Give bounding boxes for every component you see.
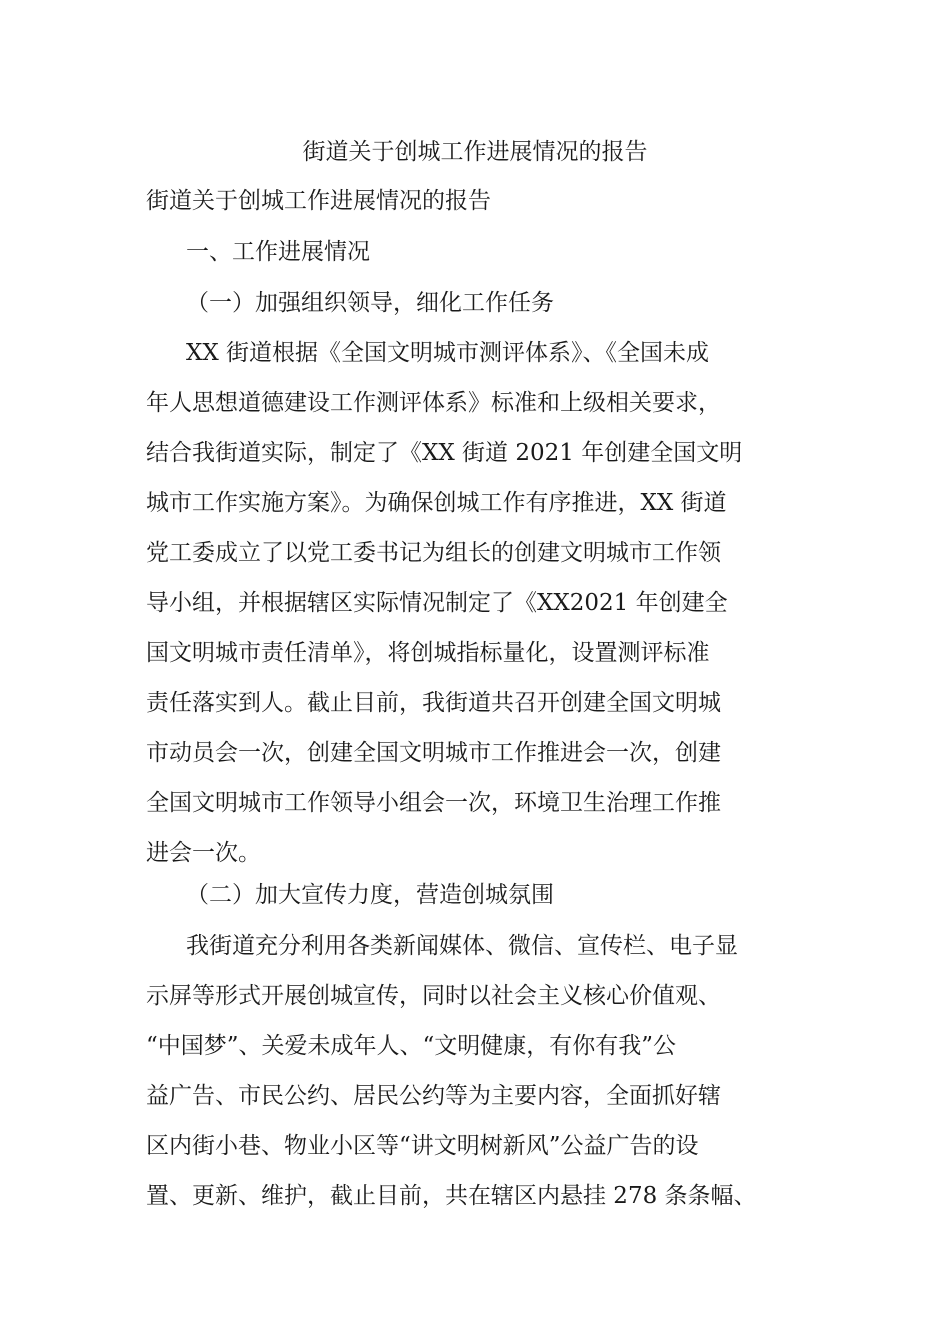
paragraph-line: 市动员会一次，创建全国文明城市工作推进会一次，创建 — [146, 740, 721, 766]
paragraph-line: “中国梦”、关爱未成年人、“文明健康，有你有我”公 — [146, 1033, 677, 1059]
paragraph-line: 城市工作实施方案》。为确保创城工作有序推进，XX 街道 — [146, 490, 727, 516]
subsection-heading-organization: （一）加强组织领导，细化工作任务 — [186, 290, 554, 316]
paragraph-line: 党工委成立了以党工委书记为组长的创建文明城市工作领 — [146, 540, 721, 566]
document-subtitle: 街道关于创城工作进展情况的报告 — [146, 188, 491, 214]
paragraph-line: 年人思想道德建设工作测评体系》标准和上级相关要求， — [146, 390, 721, 416]
paragraph-line: 导小组，并根据辖区实际情况制定了《XX2021 年创建全 — [146, 590, 728, 616]
paragraph-line: 置、更新、维护，截止目前，共在辖区内悬挂 278 条条幅、 — [146, 1183, 757, 1209]
paragraph-line: 我街道充分利用各类新闻媒体、微信、宣传栏、电子显 — [186, 933, 738, 959]
paragraph-line: 示屏等形式开展创城宣传，同时以社会主义核心价值观、 — [146, 983, 721, 1009]
paragraph-line: 责任落实到人。截止目前，我街道共召开创建全国文明城 — [146, 690, 721, 716]
section-heading-progress: 一、工作进展情况 — [186, 239, 370, 265]
paragraph-publicity — [146, 928, 808, 1228]
paragraph-line: 全国文明城市工作领导小组会一次，环境卫生治理工作推 — [146, 790, 721, 816]
paragraph-line: 结合我街道实际，制定了《XX 街道 2021 年创建全国文明 — [146, 440, 743, 466]
paragraph-line: 国文明城市责任清单》，将创城指标量化，设置测评标准 — [146, 640, 710, 666]
paragraph-line: 进会一次。 — [146, 840, 261, 866]
paragraph-line: XX 街道根据《全国文明城市测评体系》、《全国未成 — [186, 340, 710, 366]
paragraph-organization — [146, 335, 808, 885]
paragraph-line: 区内街小巷、物业小区等“讲文明树新风”公益广告的设 — [146, 1133, 699, 1159]
subsection-heading-publicity: （二）加大宣传力度，营造创城氛围 — [186, 882, 554, 908]
document-title: 街道关于创城工作进展情况的报告 — [302, 139, 648, 165]
paragraph-line: 益广告、市民公约、居民公约等为主要内容，全面抓好辖 — [146, 1083, 721, 1109]
